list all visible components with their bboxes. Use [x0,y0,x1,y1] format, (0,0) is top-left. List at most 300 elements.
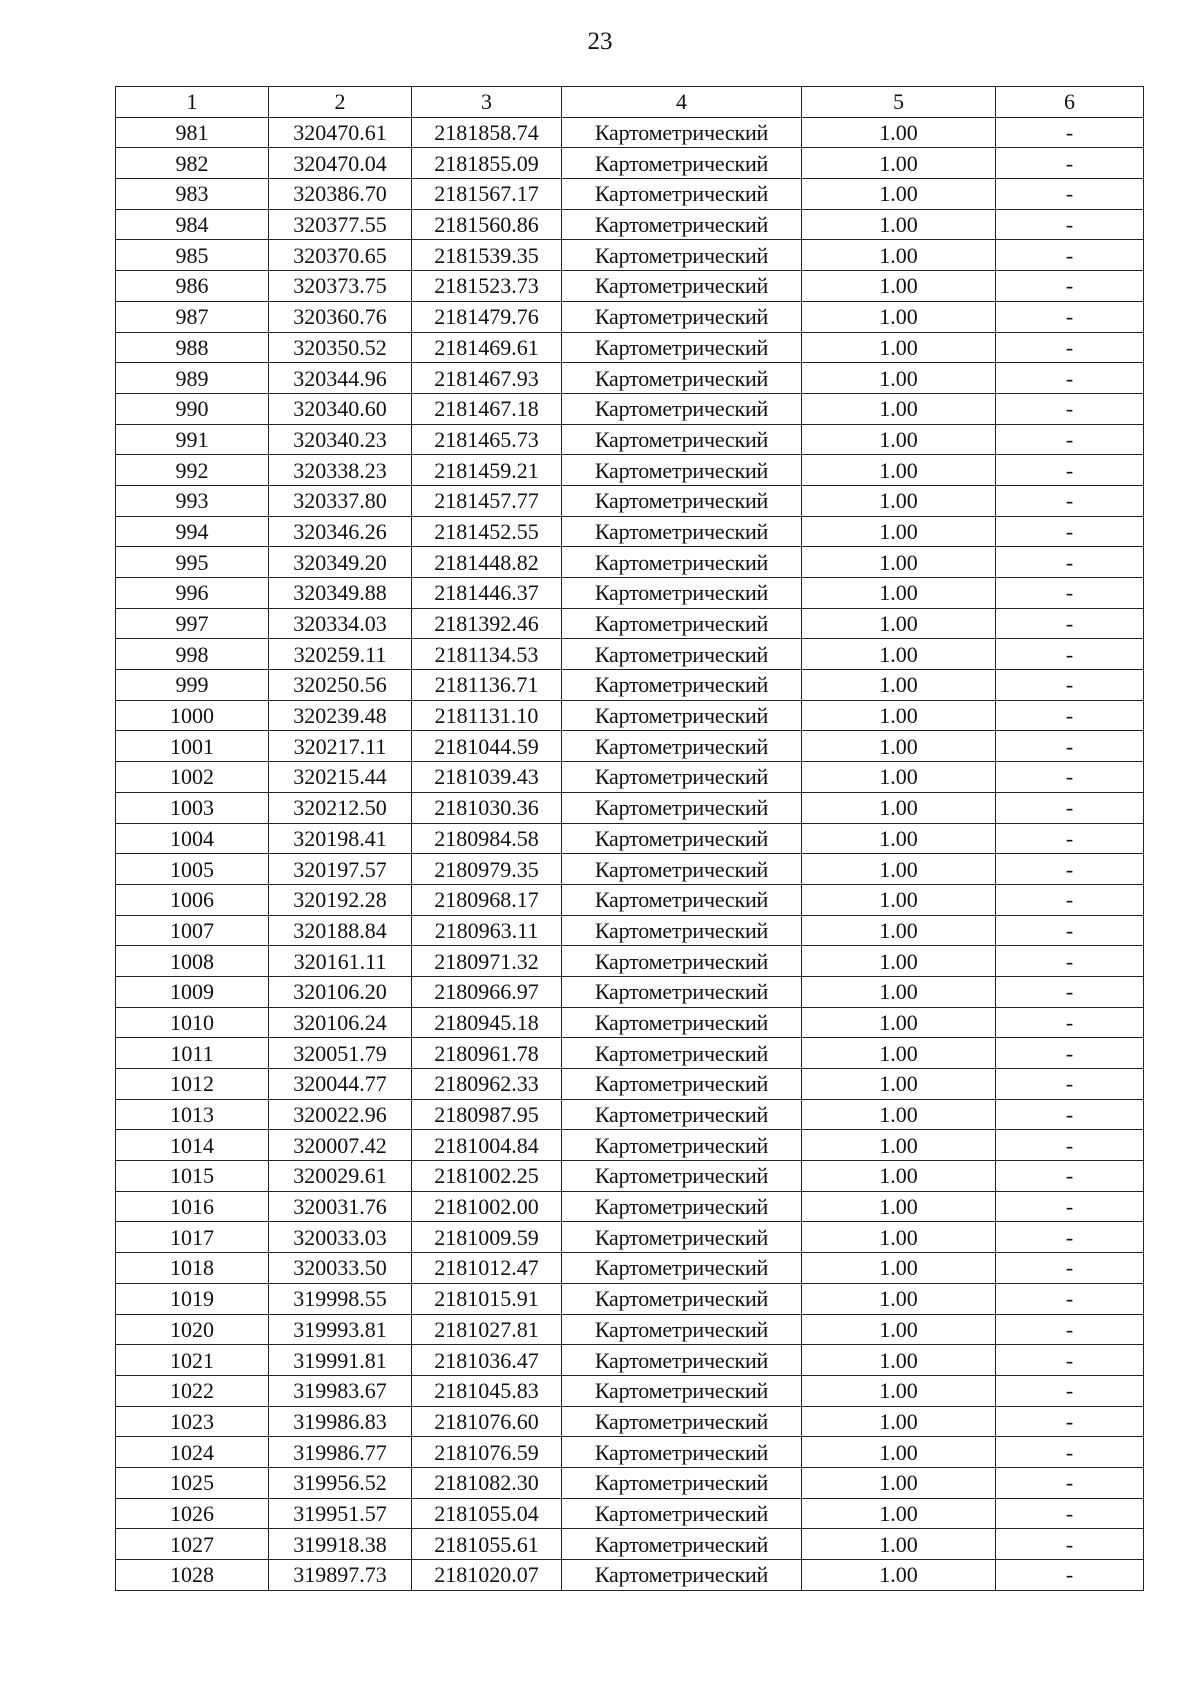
cell-x-coordinate: 320161.11 [269,946,412,977]
cell-x-coordinate: 320334.03 [269,608,412,639]
cell-point-number: 1014 [116,1130,269,1161]
cell-x-coordinate: 320197.57 [269,854,412,885]
cell-x-coordinate: 319956.52 [269,1467,412,1498]
cell-note: - [996,1375,1144,1406]
cell-accuracy: 1.00 [802,578,996,609]
cell-x-coordinate: 320033.50 [269,1253,412,1284]
cell-note: - [996,915,1144,946]
cell-accuracy: 1.00 [802,731,996,762]
cell-note: - [996,393,1144,424]
cell-accuracy: 1.00 [802,1038,996,1069]
cell-x-coordinate: 320007.42 [269,1130,412,1161]
table-row [116,1467,1144,1498]
cell-method: Картометрический [562,1467,802,1498]
cell-accuracy: 1.00 [802,1283,996,1314]
cell-y-coordinate: 2181539.35 [412,240,562,271]
table-row [116,1406,1144,1437]
cell-point-number: 987 [116,301,269,332]
cell-method: Картометрический [562,731,802,762]
table-row [116,455,1144,486]
table-row [116,363,1144,394]
cell-method: Картометрический [562,854,802,885]
cell-note: - [996,1069,1144,1100]
cell-accuracy: 1.00 [802,1253,996,1284]
cell-x-coordinate: 320338.23 [269,455,412,486]
table-row [116,1498,1144,1529]
cell-note: - [996,976,1144,1007]
cell-accuracy: 1.00 [802,332,996,363]
column-header-4: 4 [562,87,802,118]
cell-point-number: 983 [116,179,269,210]
cell-x-coordinate: 320212.50 [269,792,412,823]
cell-note: - [996,1161,1144,1192]
cell-method: Картометрический [562,1283,802,1314]
cell-x-coordinate: 319991.81 [269,1345,412,1376]
cell-y-coordinate: 2181012.47 [412,1253,562,1284]
cell-y-coordinate: 2181076.59 [412,1437,562,1468]
cell-point-number: 1021 [116,1345,269,1376]
table-row [116,1222,1144,1253]
cell-method: Картометрический [562,1345,802,1376]
table-row [116,148,1144,179]
cell-point-number: 1004 [116,823,269,854]
cell-method: Картометрический [562,332,802,363]
column-header-3: 3 [412,87,562,118]
table-row [116,301,1144,332]
cell-x-coordinate: 320370.65 [269,240,412,271]
cell-point-number: 988 [116,332,269,363]
cell-accuracy: 1.00 [802,792,996,823]
cell-point-number: 1024 [116,1437,269,1468]
cell-accuracy: 1.00 [802,1130,996,1161]
table-row [116,209,1144,240]
cell-accuracy: 1.00 [802,976,996,1007]
cell-note: - [996,884,1144,915]
cell-y-coordinate: 2180968.17 [412,884,562,915]
cell-method: Картометрический [562,1099,802,1130]
cell-x-coordinate: 320029.61 [269,1161,412,1192]
cell-point-number: 1022 [116,1375,269,1406]
cell-x-coordinate: 319918.38 [269,1529,412,1560]
cell-y-coordinate: 2180984.58 [412,823,562,854]
cell-y-coordinate: 2181076.60 [412,1406,562,1437]
cell-point-number: 1016 [116,1191,269,1222]
table-row [116,1130,1144,1161]
cell-note: - [996,332,1144,363]
cell-accuracy: 1.00 [802,762,996,793]
cell-point-number: 1013 [116,1099,269,1130]
cell-y-coordinate: 2181009.59 [412,1222,562,1253]
cell-accuracy: 1.00 [802,670,996,701]
cell-method: Картометрический [562,1560,802,1591]
cell-note: - [996,792,1144,823]
table-body [116,117,1144,1590]
cell-point-number: 1020 [116,1314,269,1345]
cell-accuracy: 1.00 [802,608,996,639]
cell-note: - [996,1130,1144,1161]
cell-note: - [996,209,1144,240]
cell-accuracy: 1.00 [802,209,996,240]
cell-note: - [996,700,1144,731]
cell-point-number: 1000 [116,700,269,731]
table-row [116,792,1144,823]
cell-method: Картометрический [562,516,802,547]
cell-method: Картометрический [562,209,802,240]
cell-point-number: 984 [116,209,269,240]
table-row [116,1038,1144,1069]
cell-y-coordinate: 2181457.77 [412,485,562,516]
cell-accuracy: 1.00 [802,1314,996,1345]
cell-accuracy: 1.00 [802,516,996,547]
cell-method: Картометрический [562,271,802,302]
cell-x-coordinate: 320470.04 [269,148,412,179]
cell-point-number: 992 [116,455,269,486]
cell-y-coordinate: 2181467.18 [412,393,562,424]
cell-accuracy: 1.00 [802,823,996,854]
cell-x-coordinate: 320386.70 [269,179,412,210]
cell-y-coordinate: 2181479.76 [412,301,562,332]
table-row [116,1314,1144,1345]
cell-x-coordinate: 320346.26 [269,516,412,547]
table-row [116,1283,1144,1314]
cell-accuracy: 1.00 [802,1529,996,1560]
cell-y-coordinate: 2180979.35 [412,854,562,885]
table-row [116,946,1144,977]
cell-accuracy: 1.00 [802,1345,996,1376]
table-row [116,1375,1144,1406]
cell-y-coordinate: 2181467.93 [412,363,562,394]
cell-method: Картометрический [562,148,802,179]
cell-method: Картометрический [562,1007,802,1038]
table-row [116,1099,1144,1130]
cell-method: Картометрический [562,823,802,854]
cell-y-coordinate: 2181446.37 [412,578,562,609]
cell-x-coordinate: 320250.56 [269,670,412,701]
cell-point-number: 1009 [116,976,269,1007]
column-header-6: 6 [996,87,1144,118]
cell-y-coordinate: 2181036.47 [412,1345,562,1376]
cell-point-number: 1007 [116,915,269,946]
cell-y-coordinate: 2181134.53 [412,639,562,670]
cell-accuracy: 1.00 [802,639,996,670]
cell-x-coordinate: 320337.80 [269,485,412,516]
cell-y-coordinate: 2180987.95 [412,1099,562,1130]
cell-note: - [996,1007,1144,1038]
cell-x-coordinate: 320051.79 [269,1038,412,1069]
cell-note: - [996,1253,1144,1284]
cell-method: Картометрический [562,1253,802,1284]
cell-method: Картометрический [562,301,802,332]
cell-accuracy: 1.00 [802,1375,996,1406]
page-number: 23 [587,28,613,55]
cell-point-number: 1002 [116,762,269,793]
cell-x-coordinate: 319986.77 [269,1437,412,1468]
cell-method: Картометрический [562,547,802,578]
cell-note: - [996,363,1144,394]
cell-method: Картометрический [562,1222,802,1253]
cell-point-number: 1015 [116,1161,269,1192]
cell-accuracy: 1.00 [802,1099,996,1130]
cell-y-coordinate: 2181452.55 [412,516,562,547]
cell-accuracy: 1.00 [802,1161,996,1192]
cell-y-coordinate: 2181004.84 [412,1130,562,1161]
cell-point-number: 989 [116,363,269,394]
cell-y-coordinate: 2180971.32 [412,946,562,977]
cell-x-coordinate: 320044.77 [269,1069,412,1100]
cell-x-coordinate: 320106.20 [269,976,412,1007]
cell-note: - [996,148,1144,179]
table-row [116,1161,1144,1192]
cell-point-number: 1010 [116,1007,269,1038]
cell-accuracy: 1.00 [802,148,996,179]
cell-accuracy: 1.00 [802,363,996,394]
cell-point-number: 986 [116,271,269,302]
cell-note: - [996,762,1144,793]
cell-accuracy: 1.00 [802,915,996,946]
cell-accuracy: 1.00 [802,946,996,977]
table-row [116,731,1144,762]
table-row [116,915,1144,946]
table-row [116,608,1144,639]
cell-x-coordinate: 320349.88 [269,578,412,609]
table-row [116,700,1144,731]
cell-point-number: 1026 [116,1498,269,1529]
cell-point-number: 997 [116,608,269,639]
cell-point-number: 993 [116,485,269,516]
cell-point-number: 994 [116,516,269,547]
cell-method: Картометрический [562,762,802,793]
cell-y-coordinate: 2181044.59 [412,731,562,762]
cell-note: - [996,516,1144,547]
table-row [116,639,1144,670]
cell-method: Картометрический [562,1437,802,1468]
cell-y-coordinate: 2181082.30 [412,1467,562,1498]
cell-method: Картометрический [562,1406,802,1437]
cell-note: - [996,1560,1144,1591]
cell-note: - [996,1437,1144,1468]
cell-point-number: 991 [116,424,269,455]
cell-method: Картометрический [562,1161,802,1192]
cell-note: - [996,670,1144,701]
cell-method: Картометрический [562,946,802,977]
table-row [116,240,1144,271]
cell-accuracy: 1.00 [802,1406,996,1437]
cell-x-coordinate: 320349.20 [269,547,412,578]
cell-point-number: 1018 [116,1253,269,1284]
cell-note: - [996,608,1144,639]
cell-x-coordinate: 320340.60 [269,393,412,424]
table-row [116,332,1144,363]
cell-accuracy: 1.00 [802,301,996,332]
cell-note: - [996,485,1144,516]
table-row [116,179,1144,210]
cell-accuracy: 1.00 [802,271,996,302]
table-row [116,884,1144,915]
cell-x-coordinate: 320340.23 [269,424,412,455]
cell-y-coordinate: 2181002.00 [412,1191,562,1222]
cell-y-coordinate: 2181027.81 [412,1314,562,1345]
cell-x-coordinate: 320198.41 [269,823,412,854]
cell-method: Картометрический [562,1314,802,1345]
cell-method: Картометрический [562,1130,802,1161]
cell-method: Картометрический [562,424,802,455]
cell-note: - [996,301,1144,332]
cell-x-coordinate: 320259.11 [269,639,412,670]
cell-y-coordinate: 2181015.91 [412,1283,562,1314]
cell-method: Картометрический [562,1191,802,1222]
cell-note: - [996,1191,1144,1222]
cell-note: - [996,117,1144,148]
cell-y-coordinate: 2181020.07 [412,1560,562,1591]
cell-method: Картометрический [562,700,802,731]
cell-accuracy: 1.00 [802,1191,996,1222]
cell-x-coordinate: 320239.48 [269,700,412,731]
table-row [116,516,1144,547]
table-row [116,1345,1144,1376]
cell-x-coordinate: 319986.83 [269,1406,412,1437]
cell-accuracy: 1.00 [802,700,996,731]
cell-point-number: 985 [116,240,269,271]
cell-note: - [996,547,1144,578]
table-row [116,1437,1144,1468]
cell-accuracy: 1.00 [802,1467,996,1498]
cell-method: Картометрический [562,363,802,394]
cell-accuracy: 1.00 [802,1222,996,1253]
cell-method: Картометрический [562,1038,802,1069]
table-row [116,547,1144,578]
cell-y-coordinate: 2180966.97 [412,976,562,1007]
cell-x-coordinate: 319897.73 [269,1560,412,1591]
cell-point-number: 1017 [116,1222,269,1253]
cell-x-coordinate: 320217.11 [269,731,412,762]
cell-method: Картометрический [562,1069,802,1100]
cell-note: - [996,823,1144,854]
cell-method: Картометрический [562,639,802,670]
cell-x-coordinate: 320022.96 [269,1099,412,1130]
cell-method: Картометрический [562,792,802,823]
cell-y-coordinate: 2181136.71 [412,670,562,701]
table-row [116,424,1144,455]
cell-note: - [996,455,1144,486]
cell-y-coordinate: 2181465.73 [412,424,562,455]
cell-y-coordinate: 2181045.83 [412,1375,562,1406]
table-row [116,1069,1144,1100]
cell-note: - [996,424,1144,455]
cell-method: Картометрический [562,179,802,210]
cell-point-number: 990 [116,393,269,424]
cell-method: Картометрический [562,455,802,486]
table-row [116,485,1144,516]
cell-method: Картометрический [562,976,802,1007]
cell-note: - [996,854,1144,885]
cell-note: - [996,1314,1144,1345]
cell-point-number: 981 [116,117,269,148]
header-row [116,87,1144,118]
cell-x-coordinate: 320031.76 [269,1191,412,1222]
cell-accuracy: 1.00 [802,455,996,486]
cell-point-number: 1001 [116,731,269,762]
cell-method: Картометрический [562,915,802,946]
table-row [116,393,1144,424]
cell-point-number: 1023 [116,1406,269,1437]
cell-note: - [996,946,1144,977]
cell-accuracy: 1.00 [802,1069,996,1100]
cell-y-coordinate: 2181030.36 [412,792,562,823]
cell-accuracy: 1.00 [802,1437,996,1468]
cell-method: Картометрический [562,884,802,915]
cell-accuracy: 1.00 [802,117,996,148]
table-row [116,976,1144,1007]
table-row [116,271,1144,302]
cell-y-coordinate: 2181055.61 [412,1529,562,1560]
cell-point-number: 1011 [116,1038,269,1069]
cell-point-number: 982 [116,148,269,179]
cell-x-coordinate: 320360.76 [269,301,412,332]
column-header-2: 2 [269,87,412,118]
table-row [116,670,1144,701]
cell-note: - [996,1529,1144,1560]
cell-x-coordinate: 319951.57 [269,1498,412,1529]
cell-accuracy: 1.00 [802,485,996,516]
cell-accuracy: 1.00 [802,240,996,271]
cell-note: - [996,1038,1144,1069]
cell-y-coordinate: 2181055.04 [412,1498,562,1529]
table-row [116,1253,1144,1284]
cell-note: - [996,731,1144,762]
cell-y-coordinate: 2181855.09 [412,148,562,179]
cell-method: Картометрический [562,608,802,639]
cell-point-number: 1003 [116,792,269,823]
cell-point-number: 996 [116,578,269,609]
cell-point-number: 1005 [116,854,269,885]
cell-x-coordinate: 319993.81 [269,1314,412,1345]
cell-y-coordinate: 2181131.10 [412,700,562,731]
cell-accuracy: 1.00 [802,547,996,578]
cell-y-coordinate: 2181459.21 [412,455,562,486]
cell-method: Картометрический [562,393,802,424]
cell-method: Картометрический [562,240,802,271]
cell-y-coordinate: 2180962.33 [412,1069,562,1100]
cell-accuracy: 1.00 [802,1007,996,1038]
table-row [116,117,1144,148]
column-header-1: 1 [116,87,269,118]
cell-accuracy: 1.00 [802,424,996,455]
cell-note: - [996,1222,1144,1253]
cell-accuracy: 1.00 [802,1560,996,1591]
cell-y-coordinate: 2180961.78 [412,1038,562,1069]
cell-point-number: 1027 [116,1529,269,1560]
cell-note: - [996,578,1144,609]
cell-method: Картометрический [562,1529,802,1560]
cell-method: Картометрический [562,670,802,701]
cell-x-coordinate: 320192.28 [269,884,412,915]
cell-point-number: 1006 [116,884,269,915]
cell-note: - [996,1283,1144,1314]
cell-y-coordinate: 2181523.73 [412,271,562,302]
cell-x-coordinate: 320215.44 [269,762,412,793]
cell-point-number: 1019 [116,1283,269,1314]
cell-y-coordinate: 2181469.61 [412,332,562,363]
cell-point-number: 999 [116,670,269,701]
cell-point-number: 1025 [116,1467,269,1498]
table-row [116,854,1144,885]
cell-x-coordinate: 319983.67 [269,1375,412,1406]
table-header [116,87,1144,118]
cell-y-coordinate: 2181567.17 [412,179,562,210]
cell-note: - [996,1498,1144,1529]
cell-method: Картометрический [562,1498,802,1529]
cell-y-coordinate: 2181002.25 [412,1161,562,1192]
